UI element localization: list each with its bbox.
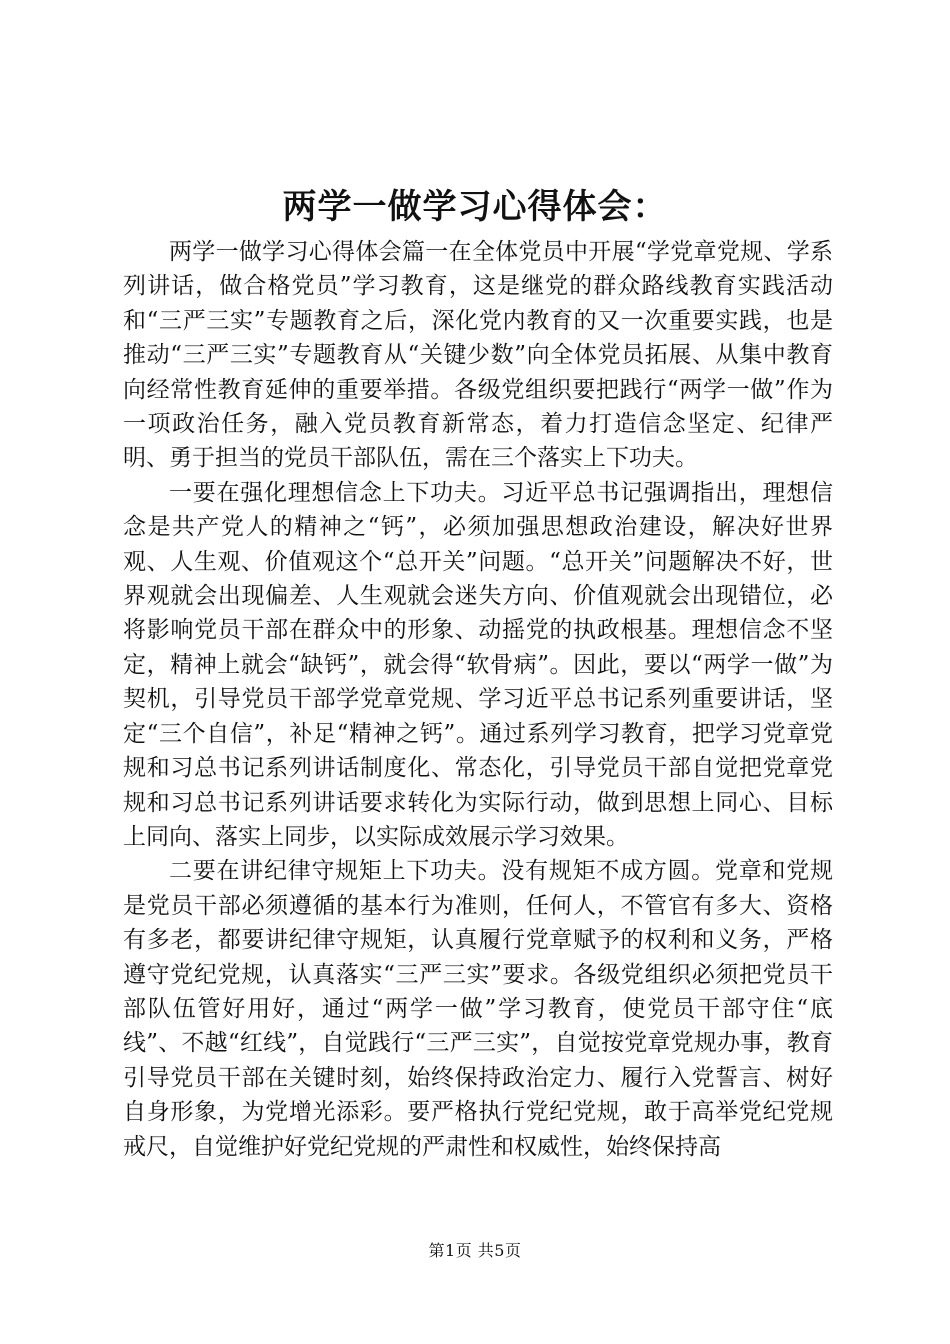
paragraph-first-point: 一要在强化理想信念上下功夫。习近平总书记强调指出，理想信念是共产党人的精神之“钙”，必须加强思想政治建设，解决好世界观、人生观、价值观这个“总开关”问题。“总开关”问题解决不好，世界观就会出现偏差、人生观就会迷失方向、价值观就会出现错位，必将影响党员干部在群众中的形象、动摇党的执政根基。理想信念不坚定，精神上就会“缺钙”，就会得“软骨病”。因此，要以“两学一做”为契机，引导党员干部学党章党规、学习近平总书记系列重要讲话，坚定“三个自信”，补足“精神之钙”。通过系列学习教育，把学习党章党规和习总书记系列讲话制度化、常态化，引导党员干部自觉把党章党规和习总书记系列讲话要求转化为实际行动，做到思想上同心、目标上同向、落实上同步，以实际成效展示学习效果。 — [123, 479, 833, 850]
document-body — [123, 235, 833, 1164]
paragraph-second-point: 二要在讲纪律守规矩上下功夫。没有规矩不成方圆。党章和党规是党员干部必须遵循的基本行为准则，任何人，不管官有多大、资格有多老，都要讲纪律守规矩，认真履行党章赋予的权利和义务，严格遵守党纪党规，认真落实“三严三实”要求。各级党组织必须把党员干部队伍管好用好，通过“两学一做”学习教育，使党员干部守住“底线”、不越“红线”，自觉践行“三严三实”，自觉按党章党规办事，教育引导党员干部在关键时刻，始终保持政治定力、履行入党誓言、树好自身形象，为党增光添彩。要严格执行党纪党规，敢于高举党纪党规戒尺，自觉维护好党纪党规的严肃性和权威性，始终保持高 — [123, 858, 833, 1160]
document-title: 两学一做学习心得体会： — [282, 187, 668, 227]
paragraph-intro: 两学一做学习心得体会篇一在全体党员中开展“学党章党规、学系列讲话，做合格党员”学习教育，这是继党的群众路线教育实践活动和“三严三实”专题教育之后，深化党内教育的又一次重要实践，也是推动“三严三实”专题教育从“关键少数”向全体党员拓展、从集中教育向经常性教育延伸的重要举措。各级党组织要把践行“两学一做”作为一项政治任务，融入党员教育新常态，着力打造信念坚定、纪律严明、勇于担当的党员干部队伍，需在三个落实上下功夫。 — [123, 239, 833, 472]
page-number-footer: 第1页 共5页 — [428, 1241, 522, 1260]
